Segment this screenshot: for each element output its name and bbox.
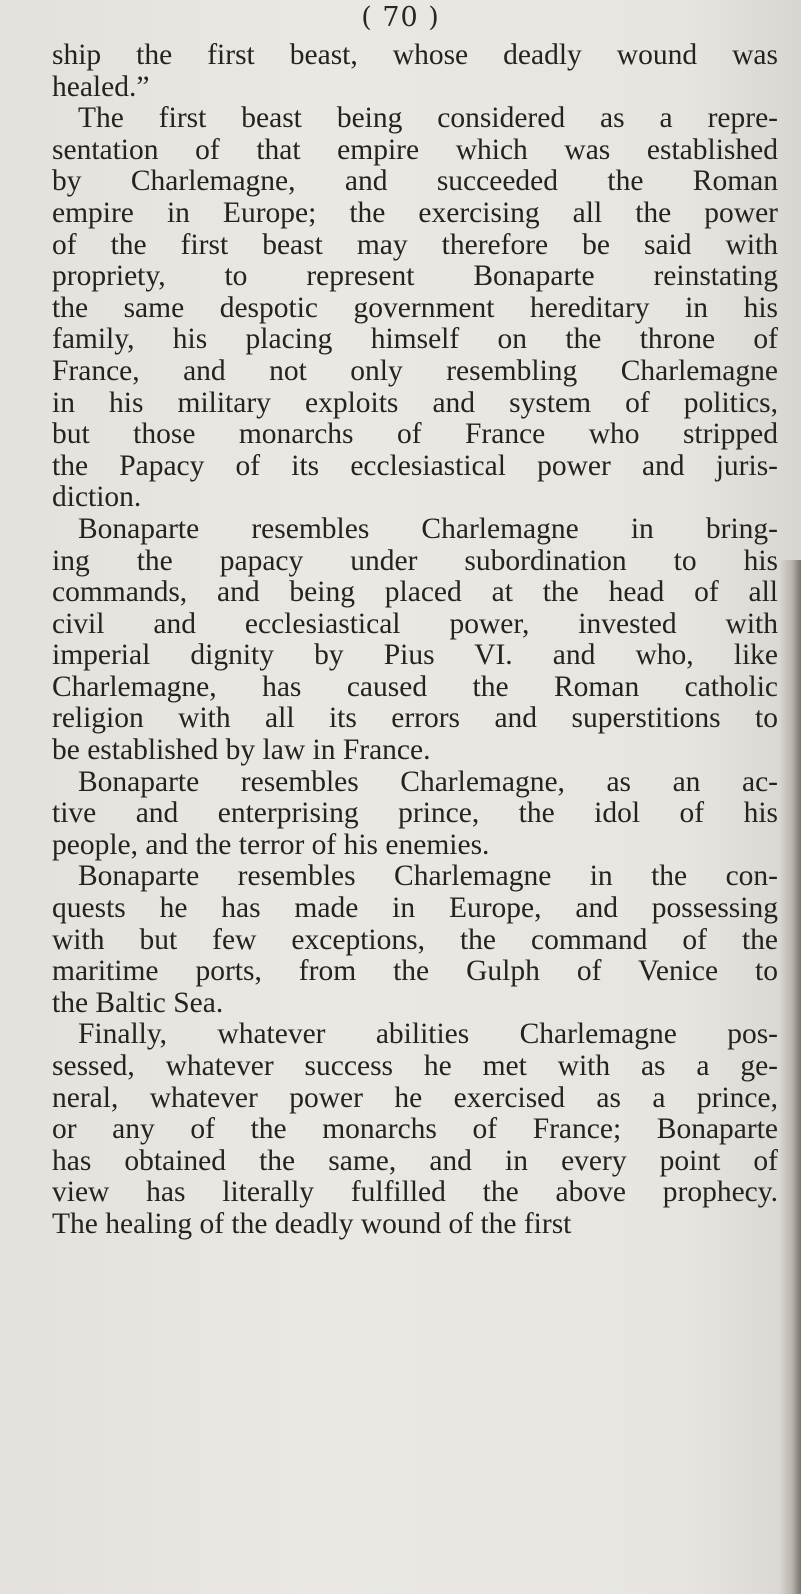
text-line: religion with all its errors and superstitions to <box>52 702 778 735</box>
text-line: in his military exploits and system of politics, <box>52 386 778 419</box>
text-line: the same despotic government hereditary in his <box>52 291 778 324</box>
text-line: ing the papacy under subordination to his <box>52 544 778 577</box>
text-line: with but few exceptions, the command of the <box>52 923 778 956</box>
text-line: or any of the monarchs of France; Bonaparte <box>52 1113 778 1146</box>
text-line: The first beast being considered as a repre- <box>78 102 778 135</box>
paragraph <box>52 767 778 862</box>
text-line: civil and ecclesiastical power, invested with <box>52 607 778 640</box>
text-line: by Charlemagne, and succeeded the Roman <box>52 165 778 198</box>
text-line: but those monarchs of France who stripped <box>52 418 778 451</box>
text-line: tive and enterprising prince, the idol of his <box>52 797 778 830</box>
text-line: view has literally fulfilled the above prophecy. <box>52 1176 778 1209</box>
text-line: France, and not only resembling Charlemagne <box>52 354 778 387</box>
text-line: sessed, whatever success he met with as a ge- <box>52 1050 778 1082</box>
paragraph <box>52 40 778 103</box>
page-number: ( 70 ) <box>361 2 440 33</box>
page-edge-shadow <box>779 560 801 1594</box>
text-line: Bonaparte resembles Charlemagne in bring- <box>78 512 778 545</box>
paragraph <box>52 861 778 1019</box>
text-line: The healing of the deadly wound of the first <box>52 1207 572 1240</box>
text-line: ship the first beast, whose deadly wound was <box>52 39 778 71</box>
text-line: healed.” <box>52 70 150 103</box>
text-line: Charlemagne, has caused the Roman catholic <box>52 670 778 703</box>
text-line: the Baltic Sea. <box>52 986 224 1019</box>
text-line: has obtained the same, and in every point of <box>52 1144 778 1177</box>
text-line: family, his placing himself on the throne of <box>52 323 778 356</box>
text-line: the Papacy of its ecclesiastical power and juris- <box>52 449 778 482</box>
text-line: imperial dignity by Pius VI. and who, like <box>52 639 778 672</box>
text-line: empire in Europe; the exercising all the power <box>52 196 778 229</box>
text-line: of the first beast may therefore be said with <box>52 228 778 261</box>
paragraph <box>52 103 778 514</box>
text-line: neral, whatever power he exercised as a prince, <box>52 1081 778 1114</box>
text-line: Bonaparte resembles Charlemagne, as an ac- <box>78 765 778 798</box>
paragraph <box>52 1019 778 1240</box>
text-line: be established by law in France. <box>52 734 431 767</box>
text-line: quests he has made in Europe, and possessing <box>52 892 778 925</box>
text-line: people, and the terror of his enemies. <box>52 828 490 861</box>
text-line: diction. <box>52 481 142 514</box>
text-line: propriety, to represent Bonaparte reinstating <box>52 260 778 293</box>
text-line: Finally, whatever abilities Charlemagne pos- <box>78 1018 778 1051</box>
text-line: Bonaparte resembles Charlemagne in the con- <box>78 860 778 893</box>
text-line: commands, and being placed at the head of all <box>52 576 778 609</box>
paragraph <box>52 514 778 767</box>
text-line: maritime ports, from the Gulph of Venice to <box>52 955 778 988</box>
text-line: sentation of that empire which was established <box>52 133 778 166</box>
body-text <box>52 40 778 1241</box>
